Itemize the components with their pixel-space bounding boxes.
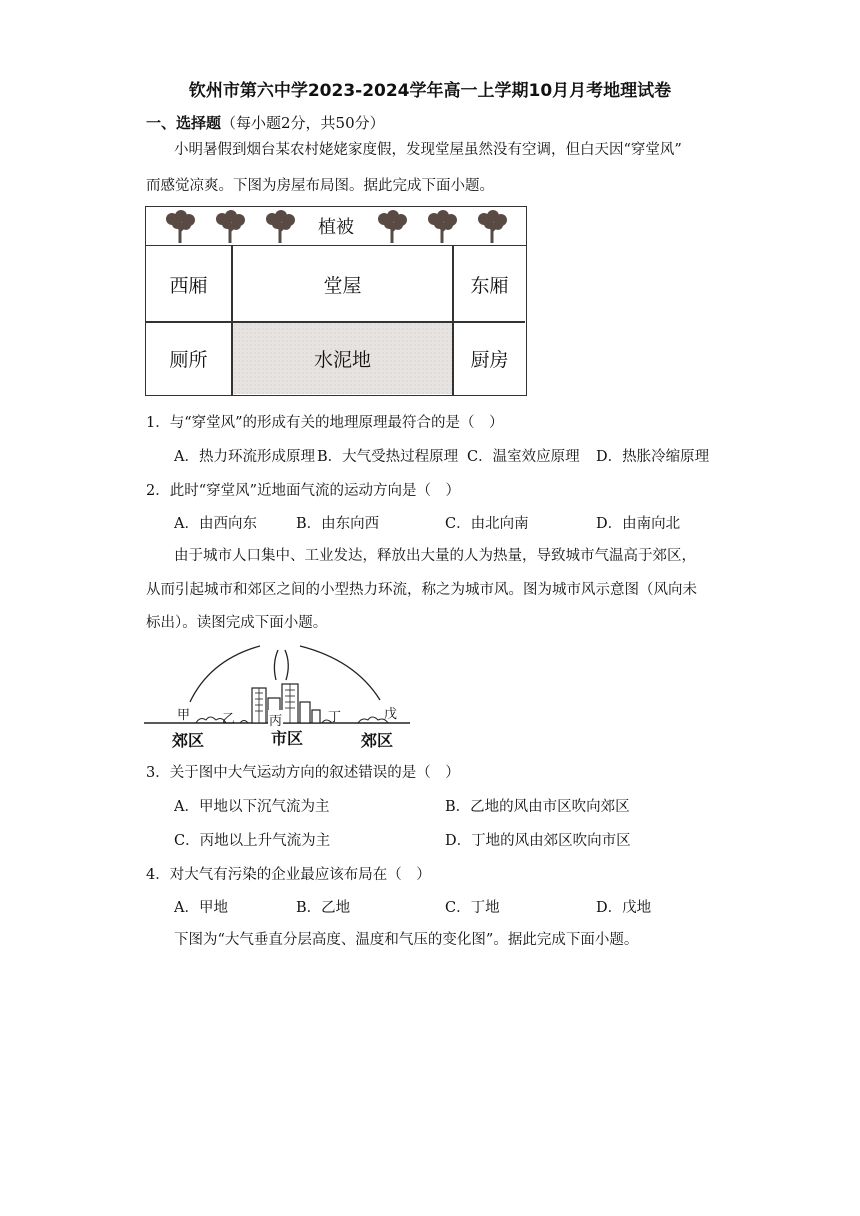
passage2-line3: 标出）。读图完成下面小题。 [146, 615, 328, 631]
label-yi: 乙 [222, 712, 236, 727]
passage2-line2: 从而引起城市和郊区之间的小型热力环流，称之为城市风。图为城市风示意图（风向未 [146, 582, 697, 598]
question-1-option-d: D．热胀冷缩原理 [596, 449, 710, 465]
question-1-option-a: A．热力环流形成原理 [174, 449, 315, 465]
question-2-stem: 2．此时“穿堂风”近地面气流的运动方向是（ ） [146, 483, 461, 499]
label-ding: 丁 [328, 710, 342, 725]
tree-icon [474, 209, 510, 243]
question-4-option-d: D．戊地 [596, 900, 652, 916]
question-2-option-d: D．由南向北 [596, 516, 681, 532]
passage3-line1: 下图为“大气垂直分层高度、温度和气压的变化图”。据此完成下面小题。 [174, 932, 639, 948]
west-wing-cell: 西厢 [169, 274, 208, 297]
main-hall-cell: 堂屋 [323, 274, 362, 297]
section-note: （每小题2分，共50分） [221, 114, 385, 132]
tree-icon [262, 209, 298, 243]
passage1-line2: 而感觉凉爽。下图为房屋布局图。据此完成下面小题。 [146, 178, 494, 194]
question-3-stem: 3．关于图中大气运动方向的叙述错误的是（ ） [146, 765, 460, 781]
question-3-option-c: C．丙地以上升气流为主 [174, 833, 331, 849]
label-suburb-right: 郊区 [361, 731, 394, 750]
house-layout-figure [145, 206, 527, 396]
question-4-option-b: B．乙地 [296, 900, 351, 916]
vegetation-label: 植被 [318, 217, 354, 238]
question-4-stem: 4．对大气有污染的企业最应该布局在（ ） [146, 867, 431, 883]
question-1-option-b: B．大气受热过程原理 [317, 449, 459, 465]
question-3-option-a: A．甲地以下沉气流为主 [174, 799, 330, 815]
east-wing-cell: 东厢 [470, 274, 509, 297]
tree-icon [424, 209, 460, 243]
question-3-option-b: B．乙地的风由市区吹向郊区 [445, 799, 630, 815]
section-label: 一、选择题 [146, 114, 222, 132]
label-bing: 丙 [268, 710, 283, 729]
toilet-cell: 厕所 [169, 349, 208, 371]
label-wu: 戊 [384, 707, 398, 722]
question-4-option-c: C．丁地 [445, 900, 500, 916]
passage1-line1: 小明暑假到烟台某农村姥姥家度假，发现堂屋虽然没有空调，但白天因“穿堂风” [174, 142, 682, 158]
label-suburb-left: 郊区 [172, 731, 205, 750]
question-4-option-a: A．甲地 [174, 900, 228, 916]
question-1-stem: 1．与“穿堂风”的形成有关的地理原理最符合的是（ ） [146, 415, 504, 431]
question-2-option-b: B．由东向西 [296, 516, 380, 532]
passage2-line1: 由于城市人口集中、工业发达，释放出大量的人为热量，导致城市气温高于郊区， [174, 548, 696, 564]
exam-title: 钦州市第六中学2023-2024学年高一上学期10月月考地理试卷 [188, 81, 672, 101]
question-1-option-c: C．温室效应原理 [467, 449, 580, 465]
vegetation-row [146, 207, 526, 246]
cement-ground-cell: 水泥地 [233, 323, 452, 394]
section-heading [146, 112, 385, 133]
kitchen-cell: 厨房 [470, 349, 509, 371]
tree-icon [212, 209, 248, 243]
label-jia: 甲 [177, 708, 191, 723]
label-city: 市区 [271, 729, 304, 748]
question-3-option-d: D．丁地的风由郊区吹向市区 [445, 833, 631, 849]
question-2-option-c: C．由北向南 [445, 516, 529, 532]
tree-icon [162, 209, 198, 243]
tree-icon [374, 209, 410, 243]
question-2-option-a: A．由西向东 [174, 516, 257, 532]
urban-wind-diagram [140, 640, 420, 750]
